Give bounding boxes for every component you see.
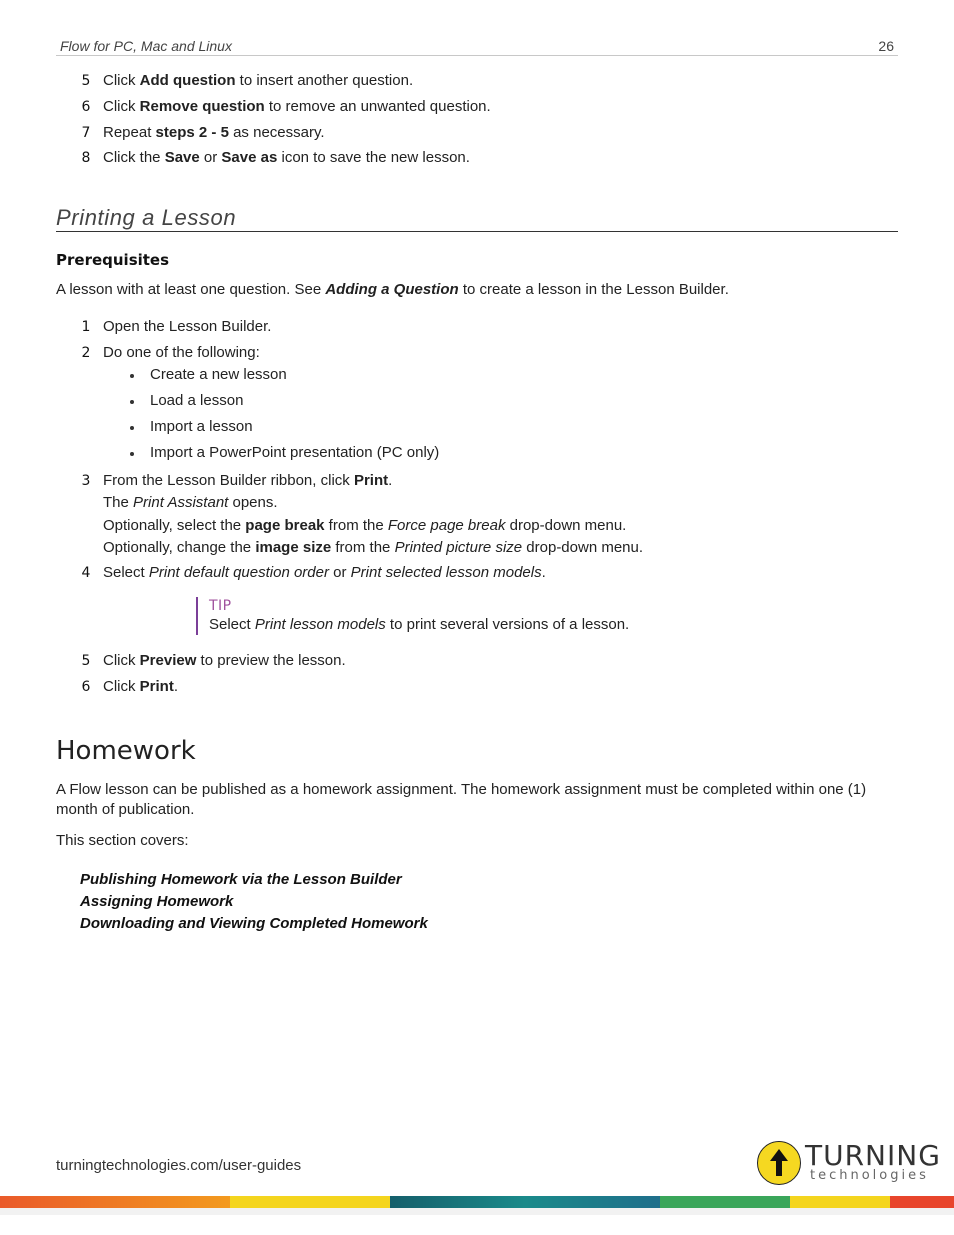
footer-stripe-green xyxy=(660,1196,790,1208)
adding-question-link[interactable]: Adding a Question xyxy=(325,281,459,298)
step-number: 3 xyxy=(81,473,91,489)
step-text: Select Print default question order or Print selected lesson models. xyxy=(103,564,546,581)
footer-stripe-shadow xyxy=(0,1207,954,1215)
footer-stripe-yellow xyxy=(230,1196,390,1208)
step-text: Do one of the following: xyxy=(103,344,260,361)
list-item xyxy=(0,563,954,583)
step-text: Repeat steps 2 - 5 as necessary. xyxy=(103,124,325,141)
bullet-dot-icon xyxy=(130,452,134,456)
step-continuation: Optionally, select the page break from the Force page break drop-down menu. xyxy=(103,517,627,534)
list-item xyxy=(0,677,954,697)
list-item xyxy=(0,123,954,143)
step-text: Click the Save or Save as icon to save the new lesson. xyxy=(103,149,470,166)
footer-stripe-teal xyxy=(390,1196,660,1208)
prerequisites-heading: Prerequisites xyxy=(56,251,170,269)
link-downloading-homework[interactable]: Downloading and Viewing Completed Homework xyxy=(80,915,428,932)
footer-stripe-yellow-2 xyxy=(790,1196,890,1208)
list-item xyxy=(0,343,954,363)
step-number: 7 xyxy=(81,125,91,141)
step-text: Click Print. xyxy=(103,678,179,695)
list-item xyxy=(0,71,954,91)
link-assigning-homework[interactable]: Assigning Homework xyxy=(80,893,234,910)
step-number: 6 xyxy=(81,679,91,695)
step-number: 6 xyxy=(81,99,91,115)
list-item xyxy=(0,97,954,117)
step-text: From the Lesson Builder ribbon, click Print. xyxy=(103,472,393,489)
logo-wordmark: TURNING xyxy=(805,1139,941,1172)
step-number: 5 xyxy=(81,73,91,89)
step-number: 8 xyxy=(81,150,91,166)
heading-homework: Homework xyxy=(56,736,196,766)
step-continuation: Optionally, change the image size from the Printed picture size drop-down menu. xyxy=(103,539,644,556)
page-number: 26 xyxy=(878,38,894,54)
list-item xyxy=(0,148,954,168)
footer-stripe-red xyxy=(890,1196,954,1208)
step-continuation: The Print Assistant opens. xyxy=(103,494,278,511)
header-divider xyxy=(56,55,898,56)
bullet-dot-icon xyxy=(130,374,134,378)
tip-accent-bar xyxy=(196,597,198,635)
step-number: 4 xyxy=(81,565,91,581)
step-number: 5 xyxy=(81,653,91,669)
prerequisites-text: A lesson with at least one question. See Adding a Question to create a lesson in the Lesson Builder. xyxy=(56,281,729,298)
turning-logo-icon xyxy=(757,1141,801,1185)
step-text: Click Add question to insert another question. xyxy=(103,72,414,89)
footer-stripe-orange xyxy=(0,1196,230,1208)
section-covers-text: This section covers: xyxy=(56,832,189,849)
step-text: Open the Lesson Builder. xyxy=(103,318,272,335)
section-divider xyxy=(56,231,898,232)
list-item xyxy=(0,471,954,491)
list-item xyxy=(0,317,954,337)
homework-paragraph-line: month of publication. xyxy=(56,801,195,818)
tip-label: TIP xyxy=(209,598,232,614)
link-publishing-homework[interactable]: Publishing Homework via the Lesson Builder xyxy=(80,871,402,888)
step-text: Click Preview to preview the lesson. xyxy=(103,652,346,669)
bullet-dot-icon xyxy=(130,426,134,430)
section-title-printing: Printing a Lesson xyxy=(56,205,237,230)
arrow-up-icon xyxy=(758,1142,800,1184)
step-text: Click Remove question to remove an unwanted question. xyxy=(103,98,491,115)
logo-subtext: technologies xyxy=(810,1168,929,1183)
running-header-title: Flow for PC, Mac and Linux xyxy=(60,38,232,54)
tip-text: Select Print lesson models to print several versions of a lesson. xyxy=(209,616,630,633)
bullet-dot-icon xyxy=(130,400,134,404)
list-item xyxy=(0,651,954,671)
step-number: 2 xyxy=(81,345,91,361)
step-number: 1 xyxy=(81,319,91,335)
footer-url: turningtechnologies.com/user-guides xyxy=(56,1157,302,1174)
homework-paragraph-line: A Flow lesson can be published as a homework assignment. The homework assignment must be completed within one (1) xyxy=(56,781,867,798)
